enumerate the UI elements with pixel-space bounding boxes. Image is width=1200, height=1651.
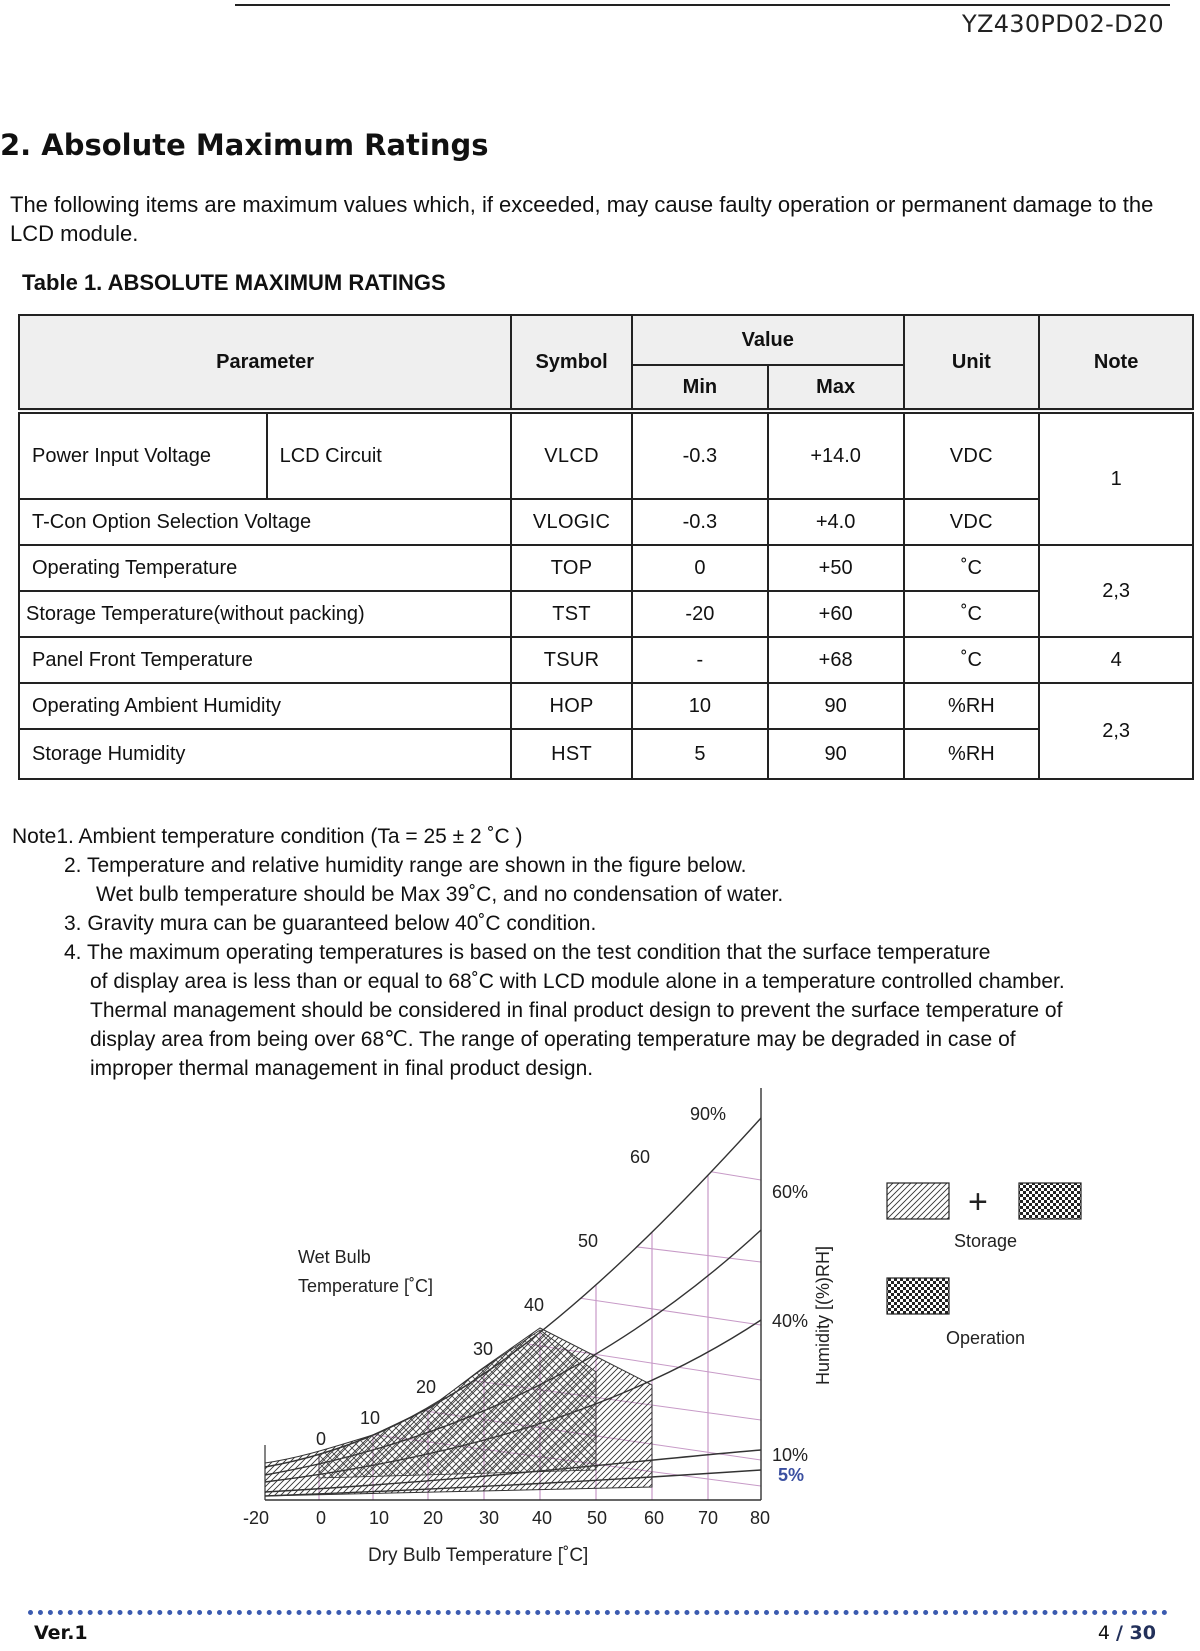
legend-storage-swatch (887, 1183, 949, 1219)
header-min: Min (632, 365, 768, 411)
page-number (1098, 1622, 1156, 1644)
cell-note: 2,3 (1039, 545, 1193, 637)
x-tick-label: 60 (643, 1508, 665, 1528)
cell-unit: VDC (904, 499, 1040, 545)
operation-region (319, 1330, 596, 1478)
note-2-detail: Wet bulb temperature should be Max 39˚C, and no condensation of water. (96, 883, 784, 906)
cell-param: Panel Front Temperature (19, 637, 511, 683)
cell-min: 5 (632, 729, 768, 779)
rh-label-5: 5% (778, 1465, 805, 1485)
header-unit: Unit (904, 315, 1040, 411)
note-4-line: Thermal management should be considered in final product design to prevent the surface temperature of (90, 999, 1063, 1022)
wet-bulb-tick: 20 (416, 1377, 437, 1397)
cell-param: Storage Temperature(without packing) (19, 591, 511, 637)
wet-bulb-title: Wet Bulb (298, 1247, 371, 1267)
note-4-line: of display area is less than or equal to 68˚C with LCD module alone in a temperature controlled chamber. (90, 970, 1065, 993)
cell-min: -0.3 (632, 411, 768, 499)
cell-unit: VDC (904, 411, 1040, 499)
cell-max: 90 (768, 683, 904, 729)
wet-bulb-tick: 10 (360, 1408, 381, 1428)
version-label: Ver.1 (34, 1622, 88, 1644)
cell-subparam: LCD Circuit (267, 411, 512, 499)
note-3: 3. Gravity mura can be guaranteed below 40˚C condition. (64, 912, 597, 935)
x-tick-label: 70 (697, 1508, 719, 1528)
table-caption: Table 1. ABSOLUTE MAXIMUM RATINGS (22, 270, 446, 295)
cell-note: 1 (1039, 411, 1193, 545)
legend-operation-swatch (887, 1278, 949, 1314)
cell-note: 2,3 (1039, 683, 1193, 779)
legend-storage-label: Storage (954, 1231, 1018, 1251)
x-tick-label: 80 (749, 1508, 771, 1528)
rh-label-60: 60% (772, 1182, 809, 1202)
rh-label-40: 40% (772, 1311, 809, 1331)
page-current: 4 (1097, 1622, 1110, 1644)
cell-symbol: HST (511, 729, 632, 779)
legend-plus: + (968, 1183, 988, 1221)
header-note: Note (1039, 315, 1193, 411)
cell-param: Operating Temperature (19, 545, 511, 591)
wet-bulb-tick: 60 (630, 1147, 651, 1167)
y-axis-title: Humidity [(%)RH] (813, 1245, 833, 1385)
x-axis-title: Dry Bulb Temperature [˚C] (368, 1545, 589, 1566)
header-parameter: Parameter (19, 315, 511, 411)
cell-max: 90 (768, 729, 904, 779)
header-symbol: Symbol (511, 315, 632, 411)
wet-bulb-tick: 30 (473, 1339, 494, 1359)
note-4-line: improper thermal management in final product design. (90, 1057, 594, 1080)
wet-bulb-tick: 50 (578, 1231, 599, 1251)
note-2: 2. Temperature and relative humidity range are shown in the figure below. (64, 854, 747, 877)
section-title: 2. Absolute Maximum Ratings (0, 128, 489, 162)
cell-symbol: TOP (511, 545, 632, 591)
x-tick-label: 20 (422, 1508, 444, 1528)
cell-max: +68 (768, 637, 904, 683)
rh-label-10: 10% (772, 1445, 809, 1465)
cell-min: 0 (632, 545, 768, 591)
wet-bulb-title: Temperature [˚C] (298, 1276, 434, 1296)
cell-symbol: HOP (511, 683, 632, 729)
note-4-line: display area from being over 68℃. The range of operating temperature may be degraded in case of (90, 1028, 1016, 1051)
x-tick-label: 0 (315, 1508, 327, 1528)
wet-bulb-tick: 0 (316, 1429, 327, 1449)
cell-min: - (632, 637, 768, 683)
cell-symbol: TSUR (511, 637, 632, 683)
x-tick-label: 10 (368, 1508, 390, 1528)
cell-param: Storage Humidity (19, 729, 511, 779)
x-tick-label: 50 (586, 1508, 608, 1528)
cell-unit: %RH (904, 683, 1040, 729)
legend-operation-swatch (1019, 1183, 1081, 1219)
x-tick-label: 40 (531, 1508, 553, 1528)
cell-max: +60 (768, 591, 904, 637)
cell-param: T-Con Option Selection Voltage (19, 499, 511, 545)
note-4: 4. The maximum operating temperatures is based on the test condition that the surface temperature (64, 941, 991, 964)
document-id: YZ430PD02-D20 (962, 10, 1164, 38)
section-intro: The following items are maximum values which, if exceeded, may cause faulty operation or permanent damage to the LCD module. (10, 192, 1154, 246)
cell-note: 4 (1039, 637, 1193, 683)
cell-max: +4.0 (768, 499, 904, 545)
note-1: Note1. Ambient temperature condition (Ta = 25 ± 2 ˚C ) (12, 825, 523, 848)
cell-unit: ˚C (904, 591, 1040, 637)
cell-unit: ˚C (904, 637, 1040, 683)
cell-min: -20 (632, 591, 768, 637)
cell-symbol: VLCD (511, 411, 632, 499)
cell-min: -0.3 (632, 499, 768, 545)
x-tick-label: 30 (478, 1508, 500, 1528)
page-separator: / (1115, 1622, 1130, 1644)
cell-unit: %RH (904, 729, 1040, 779)
wet-bulb-tick: 40 (524, 1295, 545, 1315)
x-tick-label: -20 (242, 1508, 270, 1528)
rh-label-90: 90% (690, 1104, 727, 1124)
cell-max: +14.0 (768, 411, 904, 499)
cell-symbol: TST (511, 591, 632, 637)
cell-param: Power Input Voltage (19, 411, 267, 499)
cell-param: Operating Ambient Humidity (19, 683, 511, 729)
cell-max: +50 (768, 545, 904, 591)
cell-min: 10 (632, 683, 768, 729)
cell-unit: ˚C (904, 545, 1040, 591)
cell-symbol: VLOGIC (511, 499, 632, 545)
header-max: Max (768, 365, 904, 411)
footer-divider (28, 1610, 1168, 1615)
header-value: Value (632, 315, 903, 365)
page-total: 30 (1129, 1622, 1156, 1644)
legend-operation-label: Operation (946, 1328, 1026, 1348)
